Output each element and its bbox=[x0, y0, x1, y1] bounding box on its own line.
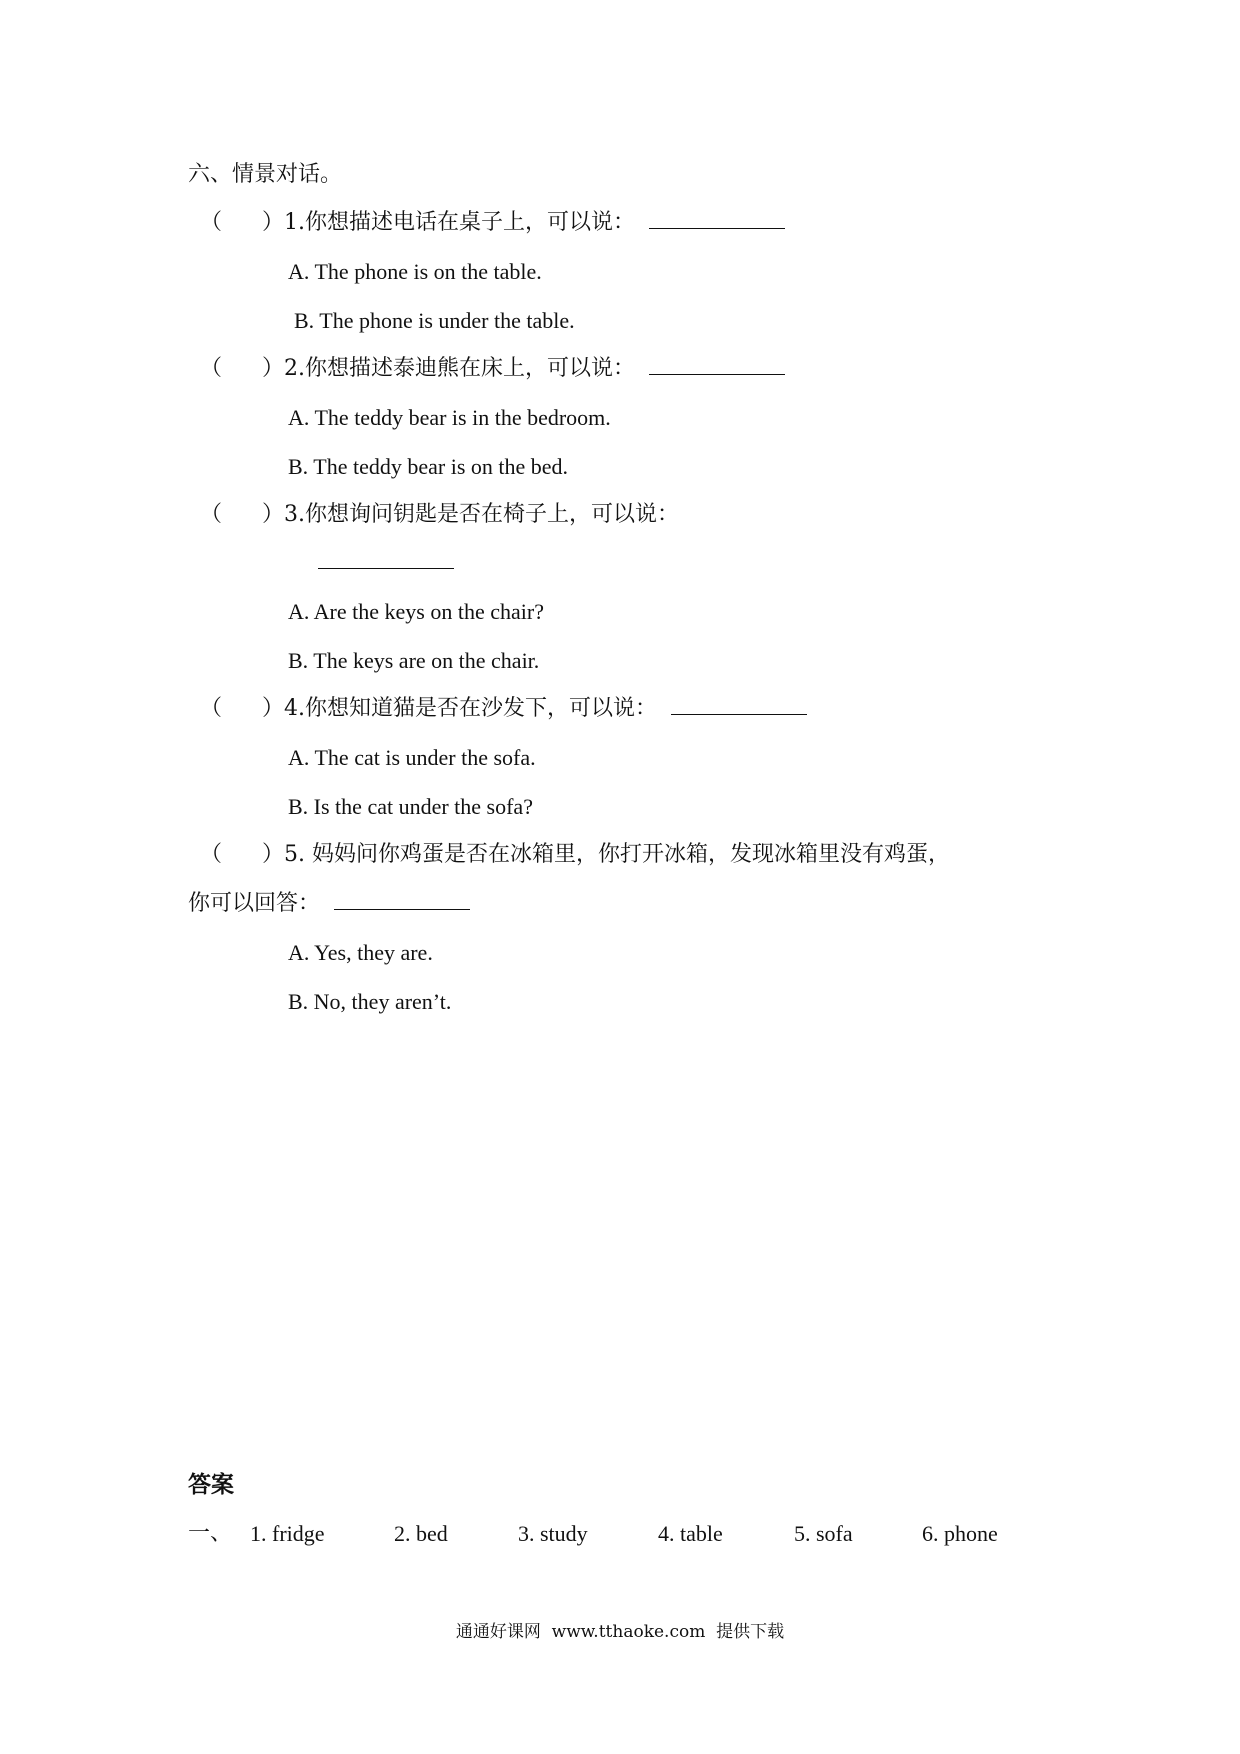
q2-option-b: B. The teddy bear is on the bed. bbox=[288, 454, 569, 479]
q4-option-b: B. Is the cat under the sofa? bbox=[288, 794, 533, 819]
question-5-continuation: 你可以回答： bbox=[188, 889, 470, 919]
question-2-stem: 2.你想描述泰迪熊在床上，可以说： bbox=[284, 356, 636, 381]
q2-option-a: A. The teddy bear is in the bedroom. bbox=[288, 405, 611, 430]
q5-option-a: A. Yes, they are. bbox=[288, 940, 433, 965]
answer-blank-4[interactable] bbox=[671, 696, 807, 715]
q3-option-b: B. The keys are on the chair. bbox=[288, 648, 540, 673]
answer-item-2: 2. bed bbox=[394, 1521, 448, 1546]
question-3-stem: 3.你想询问钥匙是否在椅子上，可以说： bbox=[284, 502, 680, 527]
question-1: （ ）1.你想描述电话在桌子上，可以说： bbox=[200, 208, 785, 238]
question-3: （ ）3.你想询问钥匙是否在椅子上，可以说： bbox=[200, 500, 679, 530]
answer-paren-2[interactable]: （ bbox=[200, 356, 223, 381]
answer-paren-1[interactable]: （ bbox=[200, 210, 223, 235]
question-2: （ ）2.你想描述泰迪熊在床上，可以说： bbox=[200, 354, 785, 384]
question-4: （ ）4.你想知道猫是否在沙发下，可以说： bbox=[200, 694, 807, 724]
question-1-stem: 1.你想描述电话在桌子上，可以说： bbox=[284, 210, 636, 235]
answer-item-5: 5. sofa bbox=[794, 1521, 853, 1546]
q1-option-a: A. The phone is on the table. bbox=[288, 259, 542, 284]
answer-blank-3[interactable] bbox=[318, 548, 454, 578]
answer-blank-5[interactable] bbox=[334, 891, 470, 910]
answer-item-1: 1. fridge bbox=[250, 1521, 325, 1546]
section-title: 六、情景对话。 bbox=[188, 162, 343, 187]
answer-paren-3[interactable]: （ bbox=[200, 502, 223, 527]
answer-item-3: 3. study bbox=[518, 1521, 588, 1546]
answer-item-6: 6. phone bbox=[922, 1521, 998, 1546]
q1-option-b: B. The phone is under the table. bbox=[294, 308, 575, 333]
answers-section-label: 一、 bbox=[188, 1521, 233, 1546]
answer-paren-5[interactable]: （ bbox=[200, 842, 223, 867]
question-4-stem: 4.你想知道猫是否在沙发下，可以说： bbox=[284, 696, 658, 721]
answer-paren-4[interactable]: （ bbox=[200, 696, 223, 721]
page-footer: 通通好课网 www.tthaoke.com 提供下载 bbox=[455, 1622, 785, 1642]
q5-option-b: B. No, they aren’t. bbox=[288, 989, 452, 1014]
answer-item-4: 4. table bbox=[658, 1521, 723, 1546]
question-5: （ ）5. 妈妈问你鸡蛋是否在冰箱里，你打开冰箱，发现冰箱里没有鸡蛋， bbox=[200, 840, 950, 870]
q3-option-a: A. Are the keys on the chair? bbox=[288, 599, 544, 624]
answer-blank-1[interactable] bbox=[649, 210, 785, 229]
answers-title: 答案 bbox=[188, 1471, 234, 1498]
answer-blank-2[interactable] bbox=[649, 356, 785, 375]
question-5-stem: 5. 妈妈问你鸡蛋是否在冰箱里，你打开冰箱，发现冰箱里没有鸡蛋， bbox=[284, 842, 951, 867]
q4-option-a: A. The cat is under the sofa. bbox=[288, 745, 536, 770]
